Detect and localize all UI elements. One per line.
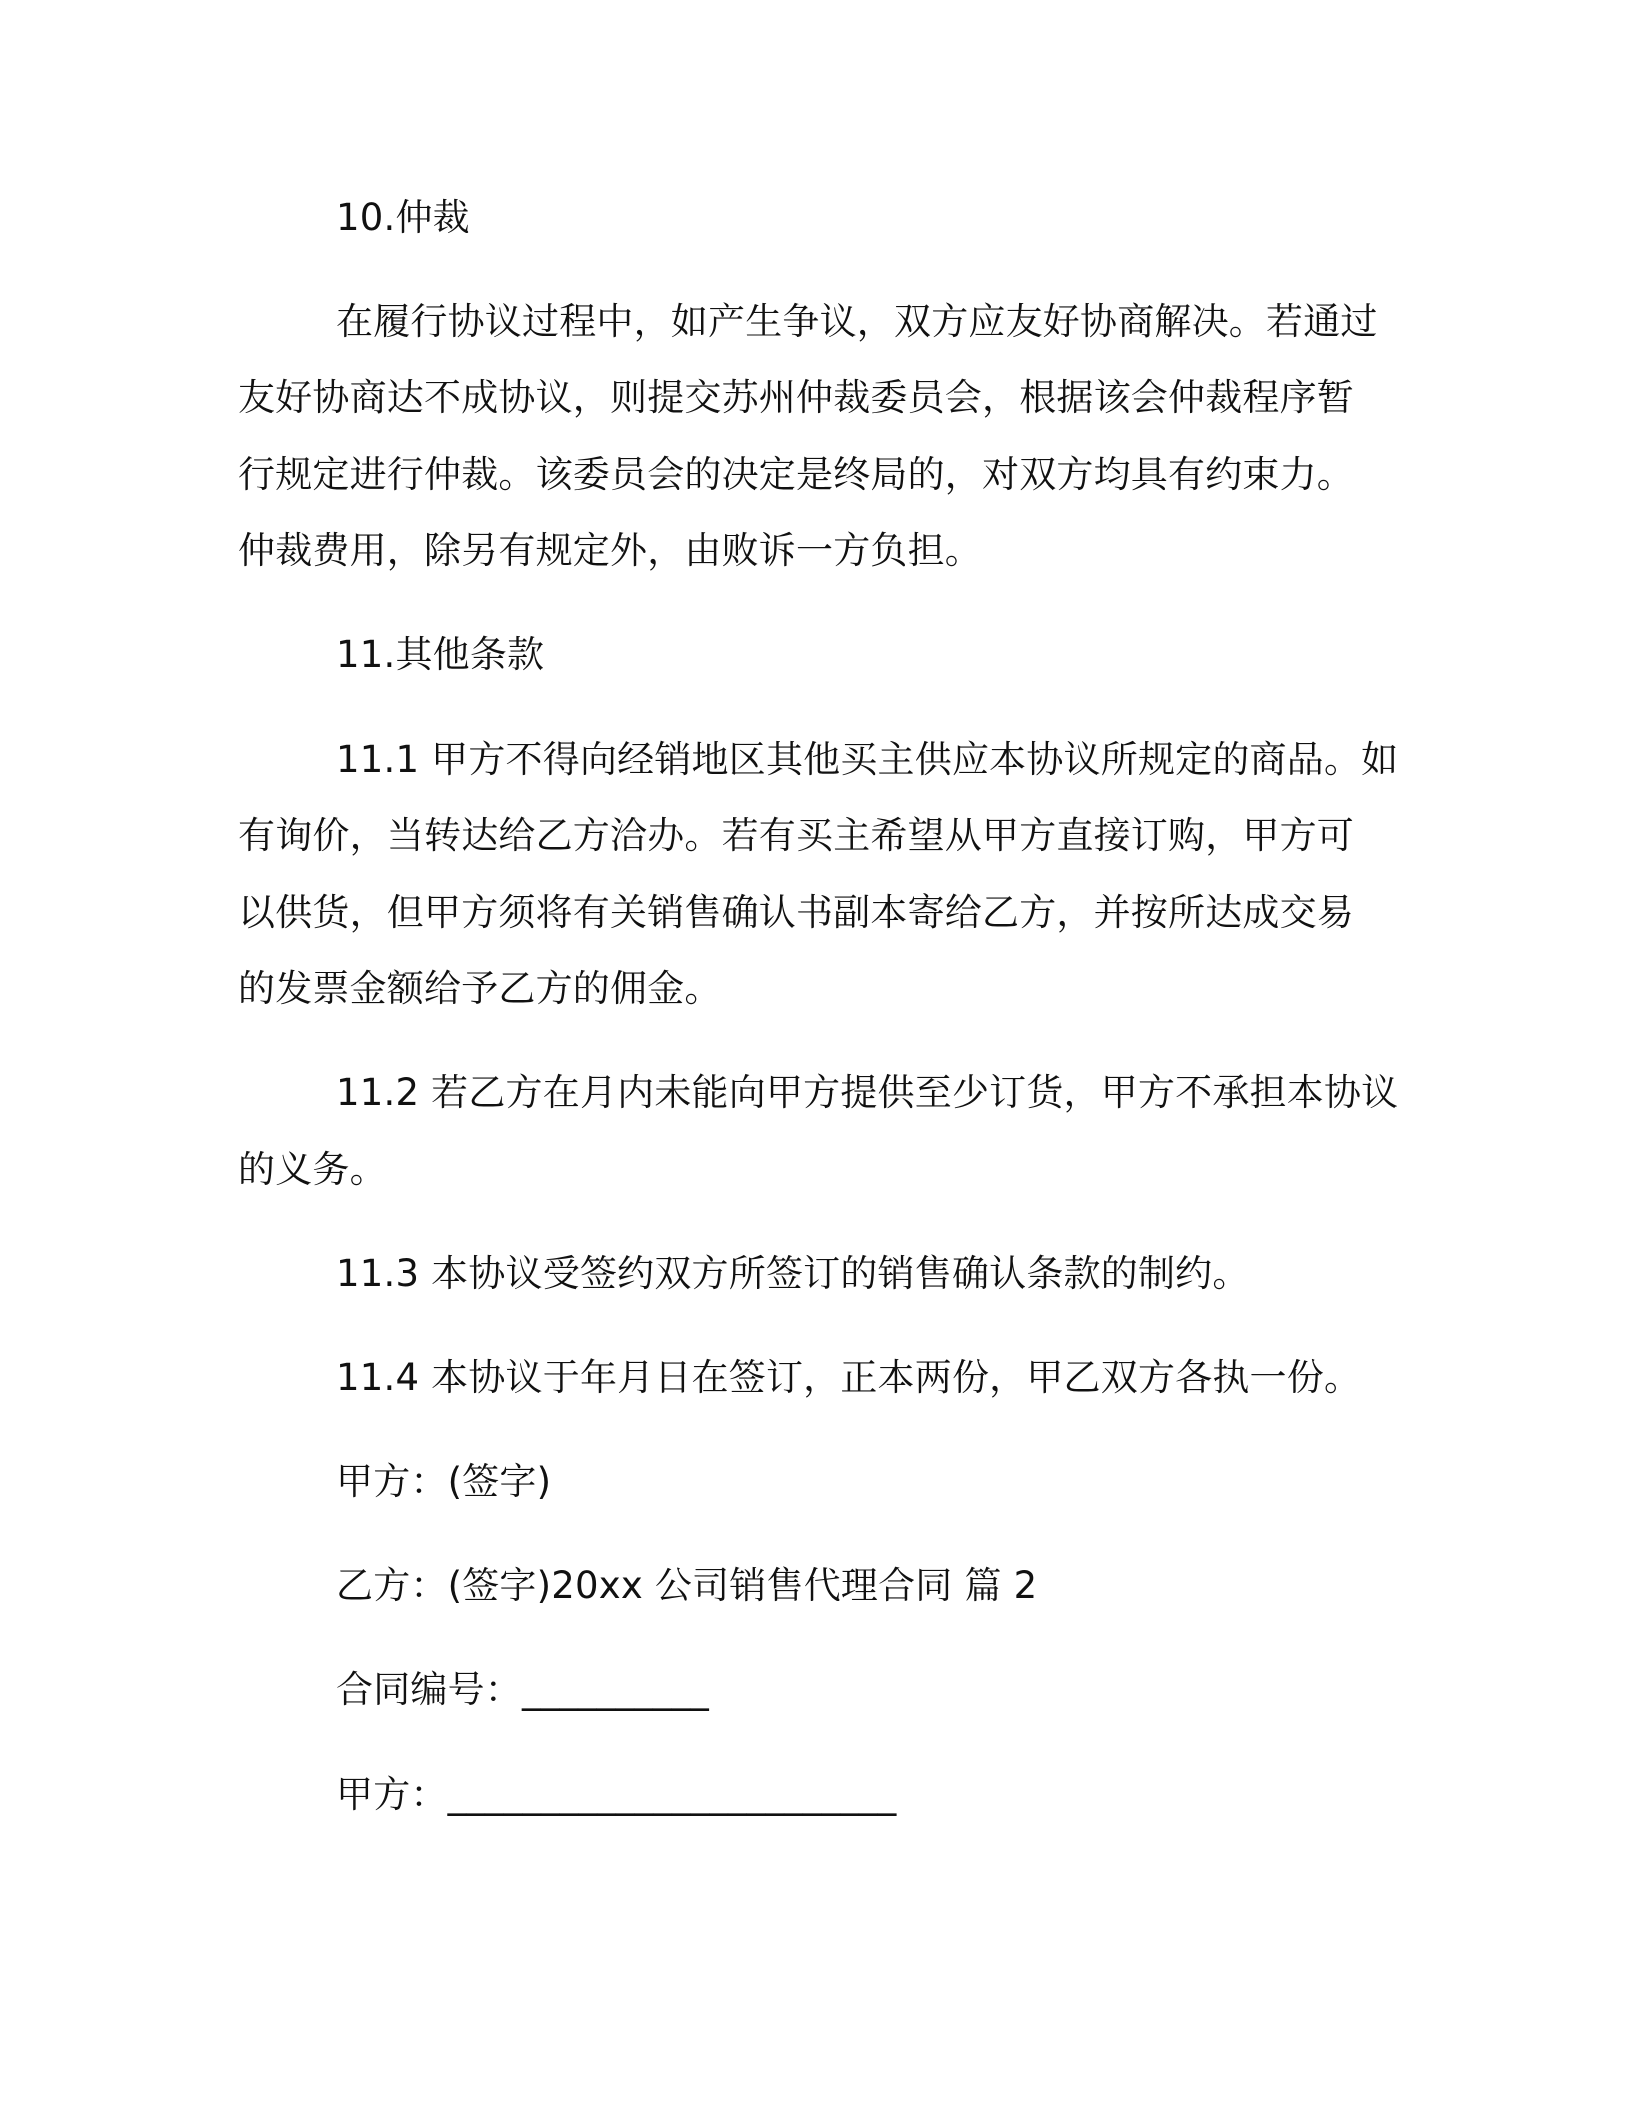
paragraph-line: 11.3 本协议受签约双方所签订的销售确认条款的制约。 xyxy=(336,1252,1250,1295)
party-a-line: 甲方：________________________ xyxy=(336,1773,897,1816)
paragraph-line: 仲裁费用，除另有规定外，由败诉一方负担。 xyxy=(238,529,982,572)
paragraph-line: 有询价，当转达给乙方洽办。若有买主希望从甲方直接订购，甲方可 xyxy=(238,814,1354,857)
signature-line-party-a: 甲方：(签字) xyxy=(336,1460,552,1503)
section-heading-other-terms: 11.其他条款 xyxy=(336,633,545,676)
paragraph-line: 行规定进行仲裁。该委员会的决定是终局的，对双方均具有约束力。 xyxy=(238,453,1354,496)
paragraph-line: 的义务。 xyxy=(238,1148,387,1191)
contract-number-line: 合同编号：__________ xyxy=(336,1668,709,1711)
paragraph-line: 11.1 甲方不得向经销地区其他买主供应本协议所规定的商品。如 xyxy=(336,738,1399,781)
paragraph-line: 在履行协议过程中，如产生争议，双方应友好协商解决。若通过 xyxy=(336,300,1378,343)
paragraph-line: 以供货，但甲方须将有关销售确认书副本寄给乙方，并按所达成交易 xyxy=(238,891,1354,934)
paragraph-line: 友好协商达不成协议，则提交苏州仲裁委员会，根据该会仲裁程序暂 xyxy=(238,376,1354,419)
paragraph-line: 的发票金额给予乙方的佣金。 xyxy=(238,967,722,1010)
paragraph-line: 11.4 本协议于年月日在签订，正本两份，甲乙双方各执一份。 xyxy=(336,1356,1362,1399)
section-heading-arbitration: 10.仲裁 xyxy=(336,196,470,239)
paragraph-line: 11.2 若乙方在月内未能向甲方提供至少订货，甲方不承担本协议 xyxy=(336,1071,1399,1114)
signature-line-party-b: 乙方：(签字)20xx 公司销售代理合同 篇 2 xyxy=(336,1564,1038,1607)
